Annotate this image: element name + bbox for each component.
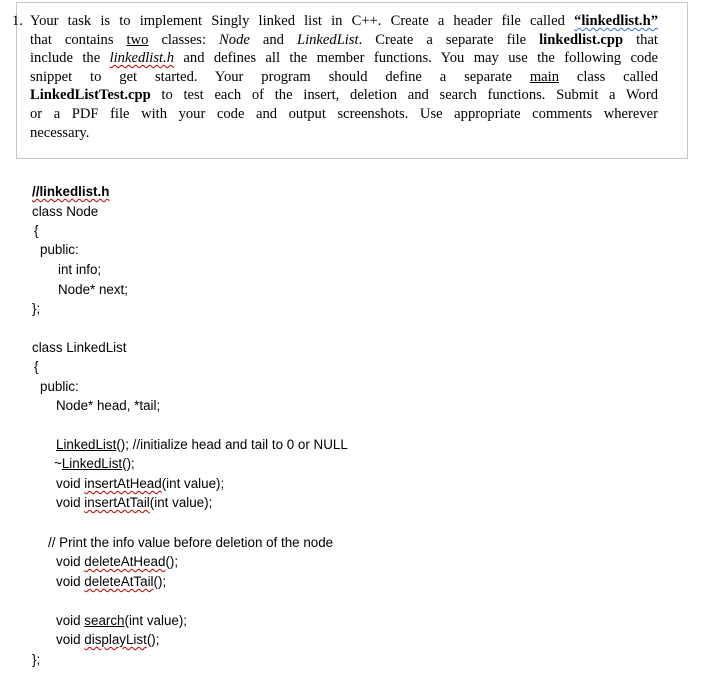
- code-header-comment: //linkedlist.h: [32, 184, 110, 199]
- question-number: 1.: [12, 13, 23, 29]
- code-close-brace-2: };: [32, 652, 41, 667]
- question-line-7: necessary.: [30, 124, 90, 141]
- question-line-4: snippet to get started. Your program should define a separate main class called: [30, 68, 658, 85]
- question-line-3: include the linkedlist.h and defines all the member functions. You may use the following code: [30, 50, 658, 67]
- code-insert-at-tail: void insertAtTail(int value);: [56, 495, 213, 510]
- question-line-6: or a PDF file with your code and output screenshots. Use appropriate comments wherever: [30, 105, 658, 122]
- code-public-1: public:: [40, 242, 79, 257]
- code-open-brace-1: {: [34, 223, 39, 238]
- question-line-1: Your task is to implement Singly linked list in C++. Create a header file called “linkedlist.h”: [30, 13, 658, 29]
- code-display-list: void displayList();: [56, 632, 160, 647]
- code-public-2: public:: [40, 379, 79, 394]
- code-constructor: LinkedList(); //initialize head and tail to 0 or NULL: [56, 437, 348, 452]
- code-close-brace-1: };: [32, 301, 41, 316]
- code-info-member: int info;: [58, 262, 102, 277]
- code-delete-at-tail: void deleteAtTail();: [56, 574, 167, 589]
- code-search: void search(int value);: [56, 613, 188, 628]
- code-delete-at-head: void deleteAtHead();: [56, 554, 179, 569]
- code-insert-at-head: void insertAtHead(int value);: [56, 476, 225, 491]
- code-head-tail: Node* head, *tail;: [56, 398, 161, 413]
- question-line-5: LinkedListTest.cpp to test each of the insert, deletion and search functions. Submit a Word: [30, 87, 658, 104]
- code-destructor: ~LinkedList();: [54, 456, 135, 471]
- code-next-member: Node* next;: [58, 282, 128, 297]
- code-print-comment: // Print the info value before deletion of the node: [48, 535, 334, 550]
- code-node-class: class Node: [32, 204, 99, 219]
- question-line-2: that contains two classes: Node and LinkedList. Create a separate file linkedlist.cpp that: [30, 31, 658, 48]
- code-open-brace-2: {: [34, 359, 39, 374]
- code-linkedlist-class: class LinkedList: [32, 340, 127, 355]
